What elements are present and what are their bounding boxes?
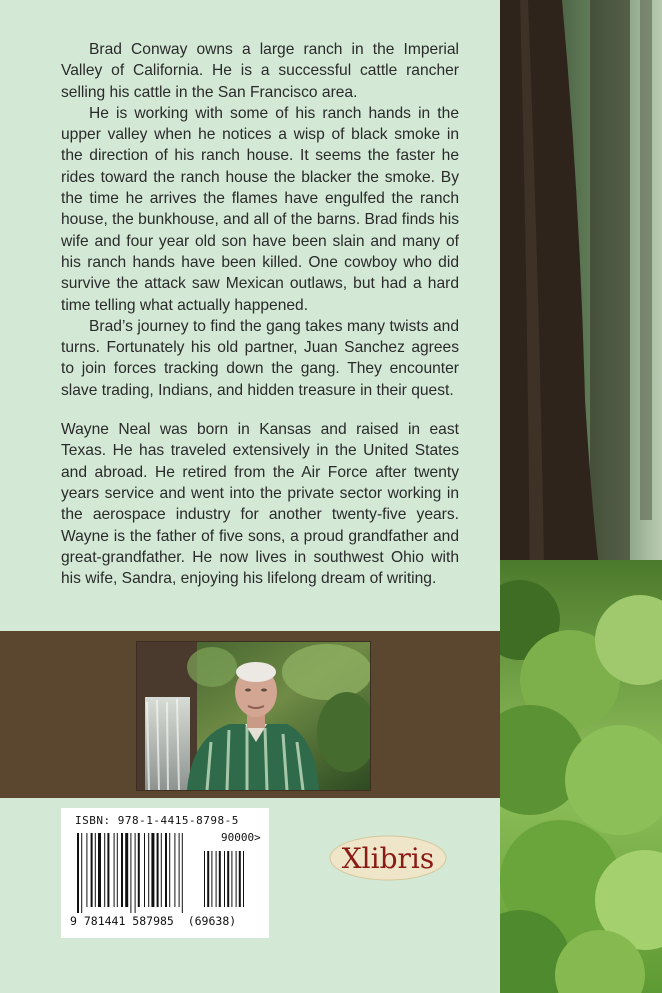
back-cover-text bbox=[61, 39, 459, 589]
barcode-digits: 9 781441 587985 (69638) bbox=[70, 914, 237, 928]
xlibris-logo bbox=[327, 831, 449, 885]
forest-photo bbox=[500, 0, 662, 993]
isbn-label: ISBN: 978-1-4415-8798-5 bbox=[75, 814, 239, 827]
blurb-paragraph-1: Brad Conway owns a large ranch in the Imperial Valley of California. He is a successful cattle rancher selling his cattle in the San Francisco area. bbox=[61, 41, 459, 101]
author-photo bbox=[136, 641, 371, 791]
svg-text:Xlibris: Xlibris bbox=[341, 842, 435, 875]
blurb-paragraph-2: He is working with some of his ranch hands in the upper valley when he notices a wisp of black smoke in the direction of his ranch house. It seems the faster he rides toward the ranch house the blacker the smoke. By the time he arrives the flames have engulfed the ranch house, the bunkhouse, and all of the barns. Brad finds his wife and four year old son have been slain and many of his ranch hands have been killed. One cowboy who did survive the attack saw Mexican outlaws, but had a hard time telling what actually happened. bbox=[61, 104, 459, 314]
barcode-bars bbox=[77, 833, 257, 913]
author-bio: Wayne Neal was born in Kansas and raised in east Texas. He has traveled extensively in the United States and abroad. He retired from the Air Force after twenty years service and went into the private sector working in the aerospace industry for another twenty-five years. Wayne is the father of five sons, a proud grandfather and great-grandfather. He now lives in southwest Ohio with his wife, Sandra, enjoying his lifelong dream of writing. bbox=[61, 421, 459, 588]
barcode-box bbox=[61, 808, 269, 938]
blurb-paragraph-3: Brad’s journey to find the gang takes many twists and turns. Fortunately his old partner, Juan Sanchez agrees to join forces tracking down the gang. They encounter slave trading, Indians, and hidden treasure in their quest. bbox=[61, 317, 459, 399]
price-code: 90000> bbox=[221, 831, 261, 844]
